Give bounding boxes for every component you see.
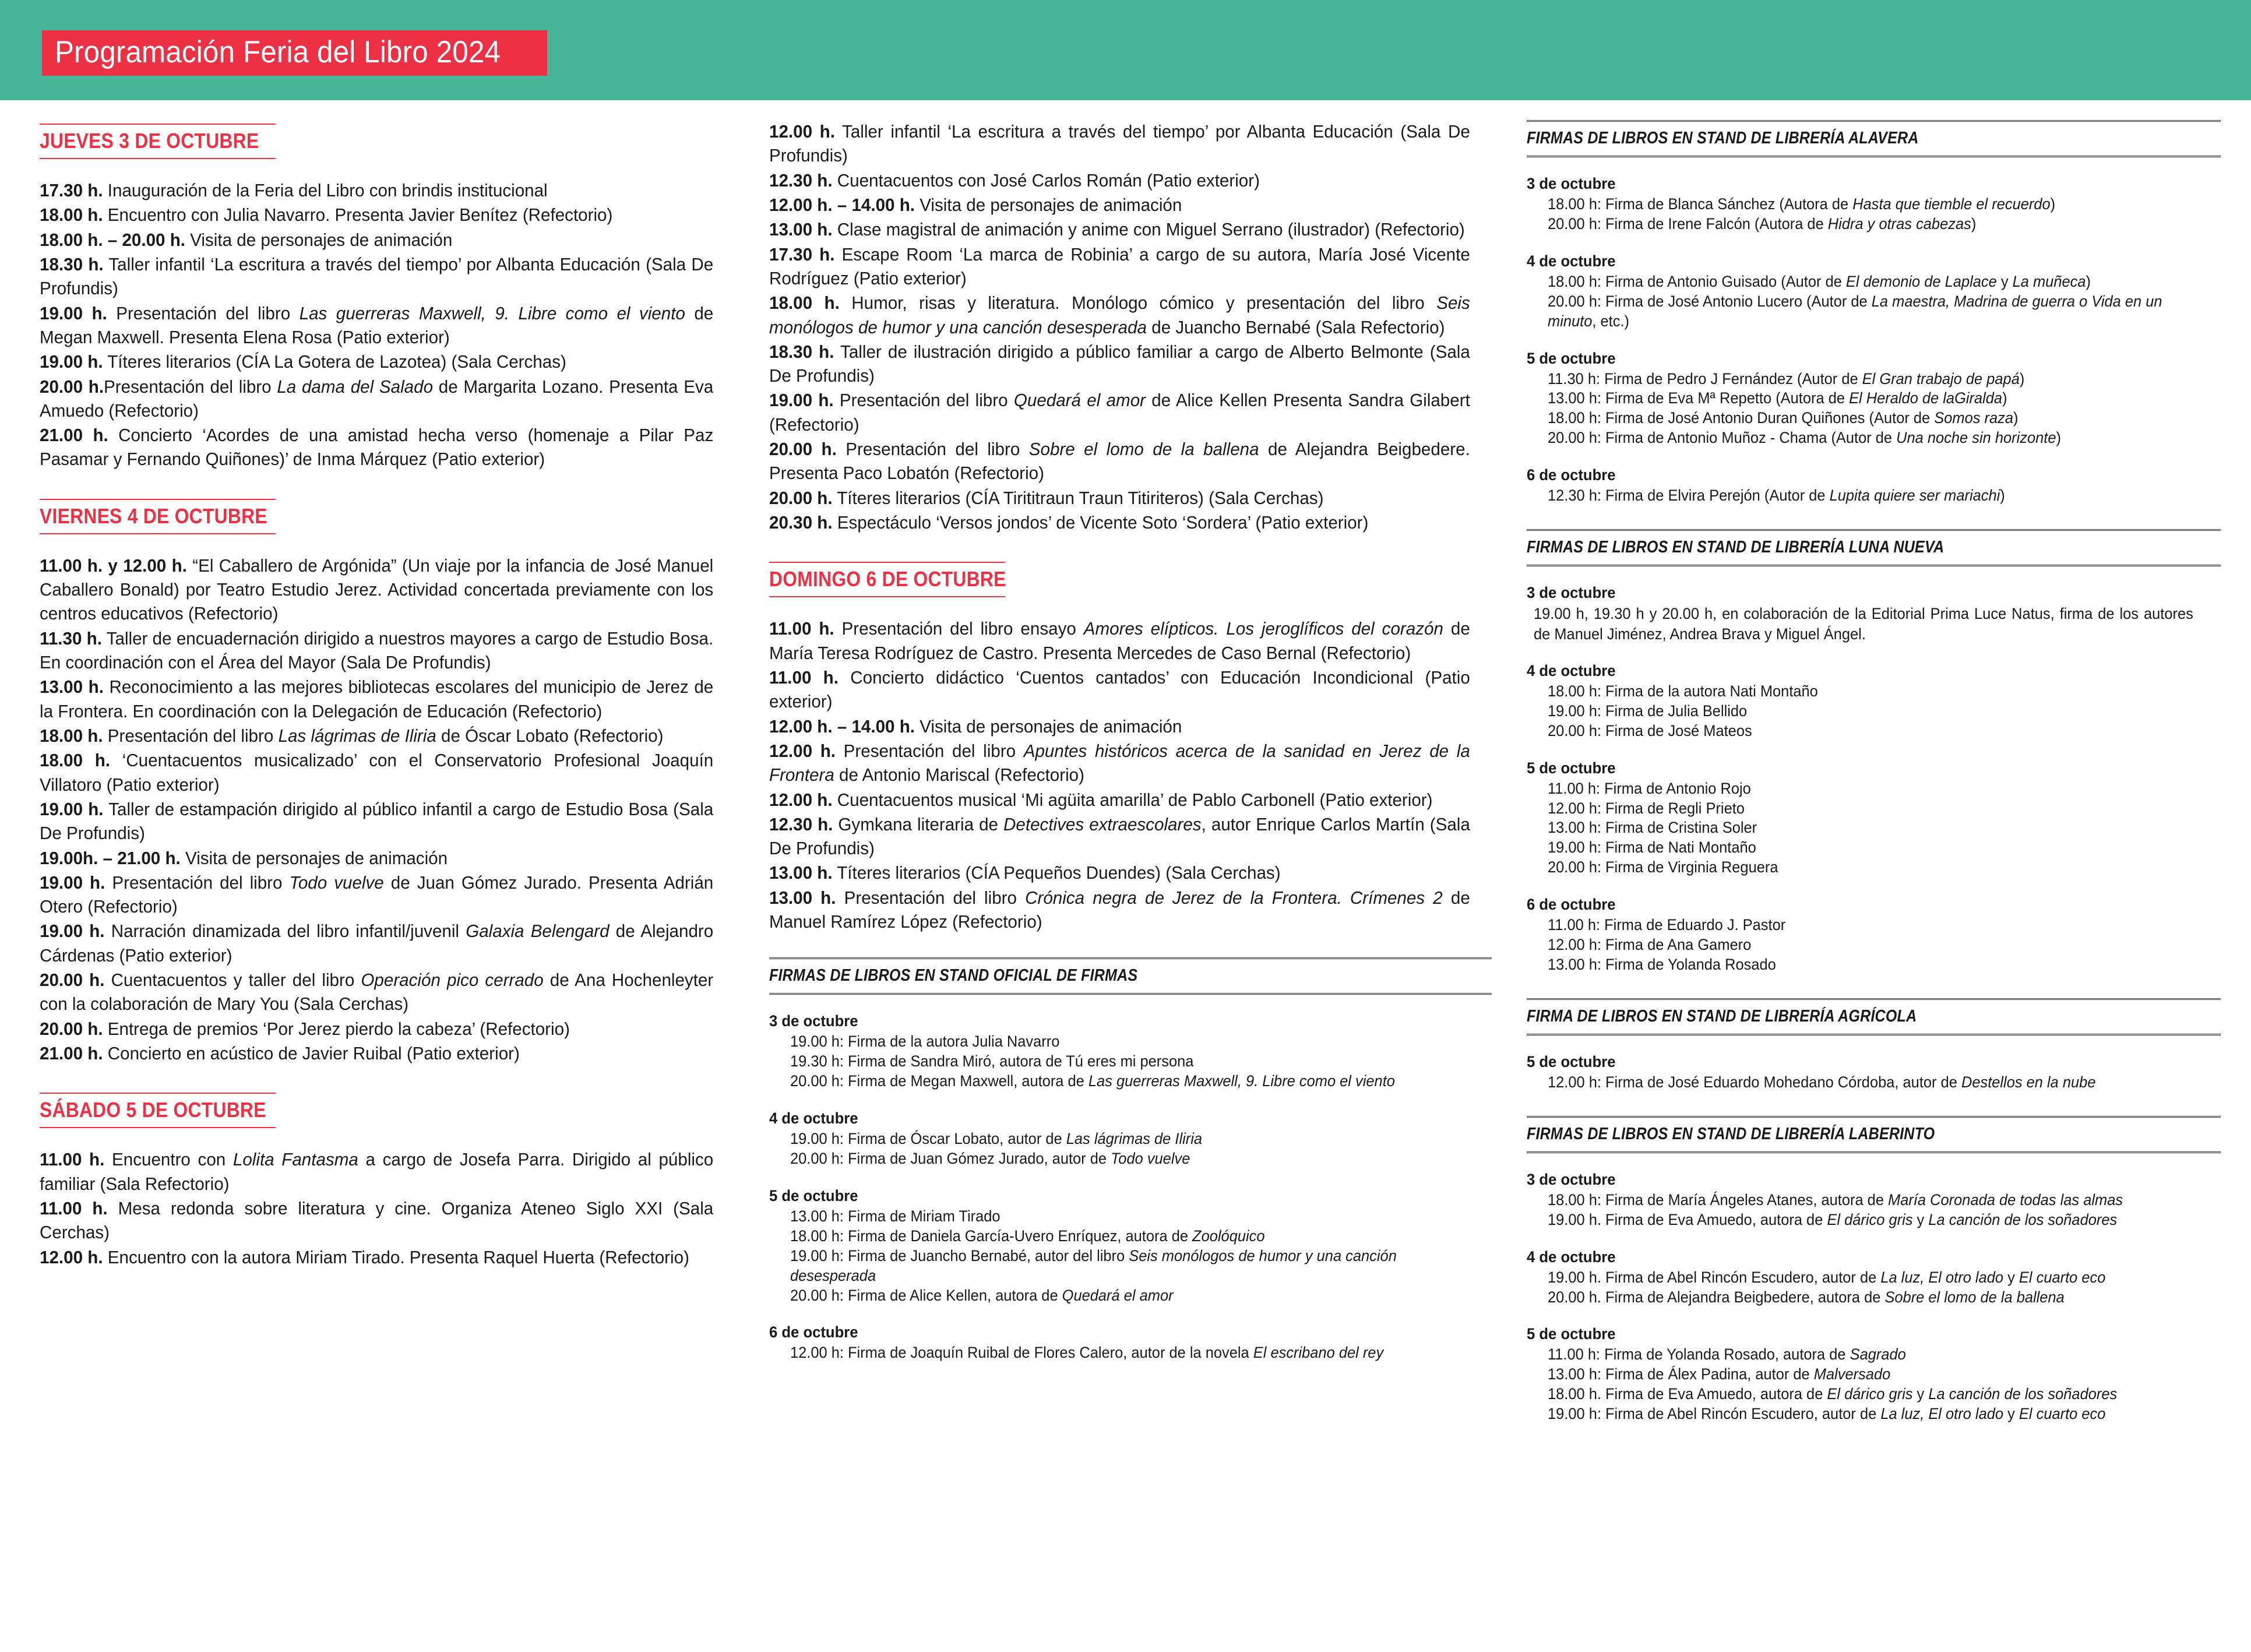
firma-item: 11.00 h: Firma de Antonio Rojo <box>1548 779 1751 797</box>
firma-item: 13.00 h: Firma de Cristina Soler <box>1548 819 1757 837</box>
section-heading-firmas-de-libros-en-stand-de-librer-a-alavera <box>1527 120 2221 157</box>
firma-item: 18.00 h: Firma de Blanca Sánchez (Autora de Hasta que tiemble el recuerdo) <box>1548 195 2056 213</box>
program-entry: 13.00 h. Títeres literarios (CÍA Pequeños Duendes) (Sala Cerchas) <box>769 863 1281 883</box>
program-entry: 11.00 h. Presentación del libro ensayo Amores elípticos. Los jeroglíficos del corazón de María Teresa Rodríguez de Castro. Presenta Mercedes de Caso Bernal (Refectorio) <box>769 619 1470 663</box>
firma-item: 18.00 h: Firma de Antonio Guisado (Autor de El demonio de Laplace y La muñeca) <box>1548 272 2091 290</box>
day-heading-viernes-4-de-octubre <box>40 499 308 534</box>
program-entry: 13.00 h. Presentación del libro Crónica negra de Jerez de la Frontera. Crímenes 2 de Manuel Ramírez López (Refectorio) <box>769 887 1470 932</box>
program-entry: 20.00 h. Entrega de premios ‘Por Jerez pierdo la cabeza’ (Refectorio) <box>40 1019 570 1039</box>
day-heading-domingo-6-de-octubre <box>769 562 1037 597</box>
program-entry: 11.00 h. Concierto didáctico ‘Cuentos cantados’ con Educación Incondicional (Patio exterior) <box>769 667 1470 712</box>
program-entry: 12.00 h. Taller infantil ‘La escritura a través del tiempo’ por Albanta Educación (Sala De Profundis) <box>769 122 1470 166</box>
program-entry: 19.00 h. Taller de estampación dirigido al público infantil a cargo de Estudio Bosa (Sala De Profundis) <box>40 799 714 844</box>
program-entry: 20.00 h. Cuentacuentos y taller del libro Operación pico cerrado de Ana Hochenleyter con la colaboración de Mary You (Sala Cerchas) <box>40 970 714 1015</box>
firma-item: 20.00 h: Firma de Megan Maxwell, autora de Las guerreras Maxwell, 9. Libre como el viento <box>790 1072 1395 1090</box>
firma-item: 20.00 h: Firma de José Mateos <box>1548 721 1752 739</box>
day-heading-label: DOMINGO 6 DE OCTUBRE <box>769 562 1005 597</box>
firma-item: 19.00 h: Firma de Juancho Bernabé, autor del libro Seis monólogos de humor y una canción desesperada <box>790 1246 1397 1284</box>
program-entry: 18.00 h. Humor, risas y literatura. Monólogo cómico y presentación del libro Seis monólogos de humor y una canción desesperada de Juancho Bernabé (Sala Refectorio) <box>769 293 1470 337</box>
firma-item: 20.00 h: Firma de Alice Kellen, autora de Quedará el amor <box>790 1286 1174 1304</box>
firma-date-6-de-octubre: 6 de octubre <box>1527 896 1616 914</box>
firma-date-4-de-octubre: 4 de octubre <box>769 1109 858 1128</box>
firma-item: 19.00 h: Firma de Óscar Lobato, autor de Las lágrimas de Iliria <box>790 1130 1203 1148</box>
firma-date-4-de-octubre: 4 de octubre <box>1527 661 1616 679</box>
firma-item: 18.00 h. Firma de Eva Amuedo, autora de El dárico gris y La canción de los soñadores <box>1548 1385 2118 1403</box>
program-entry: 11.00 h. Encuentro con Lolita Fantasma a cargo de Josefa Parra. Dirigido al público familiar (Sala Refectorio) <box>40 1150 714 1194</box>
section-heading-label: FIRMAS DE LIBROS EN STAND DE LIBRERÍA LABERINTO <box>1527 1124 1935 1143</box>
program-entry: 21.00 h. Concierto ‘Acordes de una amistad hecha verso (homenaje a Pilar Paz Pasamar y Fernando Quiñones)’ de Inma Márquez (Patio exterior) <box>40 425 714 470</box>
column-1 <box>0 100 769 1652</box>
firma-item: 12.00 h: Firma de José Eduardo Mohedano Córdoba, autor de Destellos en la nube <box>1548 1073 2096 1091</box>
program-entry: 17.30 h. Inauguración de la Feria del Libro con brindis institucional <box>40 181 548 200</box>
program-page <box>0 100 2251 1652</box>
program-entry: 19.00 h. Presentación del libro Todo vuelve de Juan Gómez Jurado. Presenta Adrián Otero (Refectorio) <box>40 872 714 917</box>
program-entry: 18.00 h. Encuentro con Julia Navarro. Presenta Javier Benítez (Refectorio) <box>40 205 613 226</box>
firma-date-6-de-octubre: 6 de octubre <box>1527 466 1616 484</box>
firma-item: 11.30 h: Firma de Pedro J Fernández (Autor de El Gran trabajo de papá) <box>1548 369 2025 388</box>
section-heading-firma-de-libros-en-stand-de-librer-a-agr-cola <box>1527 998 2221 1035</box>
page-title: Programación Feria del Libro 2024 <box>55 35 501 69</box>
firma-date-4-de-octubre: 4 de octubre <box>1527 252 1616 270</box>
firma-item: 19.00 h. Firma de Abel Rincón Escudero, autor de La luz, El otro lado y El cuarto eco <box>1548 1268 2106 1286</box>
day-heading-s-bado-5-de-octubre <box>40 1093 308 1128</box>
firma-date-5-de-octubre: 5 de octubre <box>1527 759 1616 777</box>
firma-date-3-de-octubre: 3 de octubre <box>1527 584 1616 602</box>
section-heading-label: FIRMA DE LIBROS EN STAND DE LIBRERÍA AGRÍCOLA <box>1527 1006 1917 1026</box>
firma-item: 12.00 h: Firma de Joaquín Ruibal de Flores Calero, autor de la novela El escribano del rey <box>790 1344 1384 1362</box>
program-entry: 13.00 h. Clase magistral de animación y anime con Miguel Serrano (ilustrador) (Refectorio) <box>769 220 1465 240</box>
firma-date-5-de-octubre: 5 de octubre <box>769 1186 858 1204</box>
firma-item: 20.00 h: Firma de Virginia Reguera <box>1548 858 1778 876</box>
section-heading-label: FIRMAS DE LIBROS EN STAND OFICIAL DE FIRMAS <box>769 966 1138 985</box>
firma-item: 11.00 h: Firma de Eduardo J. Pastor <box>1548 916 1786 934</box>
firma-date-6-de-octubre: 6 de octubre <box>769 1323 858 1341</box>
program-entry: 12.30 h. Gymkana literaria de Detectives extraescolares, autor Enrique Carlos Martín (Sala De Profundis) <box>769 814 1470 859</box>
program-entry: 18.00 h. – 20.00 h. Visita de personajes de animación <box>40 230 453 250</box>
firma-date-3-de-octubre: 3 de octubre <box>769 1012 858 1030</box>
firma-item: 20.00 h: Firma de Juan Gómez Jurado, autor de Todo vuelve <box>790 1150 1190 1167</box>
day-heading-jueves-3-de-octubre <box>40 124 308 159</box>
firma-item: 19.00 h: Firma de Nati Montaño <box>1548 839 1756 857</box>
program-entry: 11.30 h. Taller de encuadernación dirigido a nuestros mayores a cargo de Estudio Bosa. En coordinación con el Área del Mayor (Sala De Profundis) <box>40 628 714 672</box>
firma-item: 11.00 h: Firma de Yolanda Rosado, autora de Sagrado <box>1548 1345 1906 1364</box>
firma-item: 19.00 h: Firma de Abel Rincón Escudero, autor de La luz, El otro lado y El cuarto eco <box>1548 1405 2106 1423</box>
program-entry: 19.00h. – 21.00 h. Visita de personajes de animación <box>40 848 448 868</box>
firma-item: 13.00 h: Firma de Yolanda Rosado <box>1548 956 1776 973</box>
firma-date-5-de-octubre: 5 de octubre <box>1527 349 1616 367</box>
program-entry: 18.30 h. Taller infantil ‘La escritura a través del tiempo’ por Albanta Educación (Sala De Profundis) <box>40 254 714 299</box>
firma-item: 12.00 h: Firma de Ana Gamero <box>1548 936 1752 954</box>
firma-item: 20.00 h. Firma de Alejandra Beigbedere, autora de Sobre el lomo de la ballena <box>1548 1288 2065 1306</box>
firma-paragraph: 19.00 h, 19.30 h y 20.00 h, en colaboración de la Editorial Prima Luce Natus, firma de los autores de Manuel Jiménez, Andrea Brava y Miguel Ángel. <box>1534 605 2193 643</box>
program-entry: 11.00 h. y 12.00 h. “El Caballero de Argónida” (Un viaje por la infancia de José Manuel Caballero Bonald) por Teatro Estudio Jerez. Actividad concertada previamente con los centros educativos (Refectorio) <box>40 555 714 624</box>
firma-item: 18.00 h: Firma de Daniela García-Uvero Enríquez, autora de Zoolóquico <box>790 1227 1265 1245</box>
header-band <box>0 0 2251 100</box>
program-entry: 12.00 h. Presentación del libro Apuntes históricos acerca de la sanidad en Jerez de la Frontera de Antonio Mariscal (Refectorio) <box>769 741 1470 786</box>
program-entry: 11.00 h. Mesa redonda sobre literatura y cine. Organiza Ateneo Siglo XXI (Sala Cerchas) <box>40 1198 714 1243</box>
firma-item: 20.00 h: Firma de Antonio Muñoz - Chama (Autor de Una noche sin horizonte) <box>1548 429 2061 447</box>
program-entry: 12.00 h. – 14.00 h. Visita de personajes de animación <box>769 716 1182 737</box>
section-heading-firmas-de-libros-en-stand-de-librer-a-luna-nue <box>1527 529 2221 566</box>
firma-item: 18.00 h: Firma de María Ángeles Atanes, autora de María Coronada de todas las almas <box>1548 1190 2123 1209</box>
firma-item: 13.00 h: Firma de Eva Mª Repetto (Autora de El Heraldo de laGiralda) <box>1548 389 2007 407</box>
program-entry: 13.00 h. Reconocimiento a las mejores bibliotecas escolares del municipio de Jerez de la Frontera. En coordinación con la Delegación de Educación (Refectorio) <box>40 677 714 721</box>
program-entry: 20.00 h. Presentación del libro Sobre el lomo de la ballena de Alejandra Beigbedere. Presenta Paco Lobatón (Refectorio) <box>769 439 1470 484</box>
column-2 <box>769 100 1527 1652</box>
program-entry: 21.00 h. Concierto en acústico de Javier Ruibal (Patio exterior) <box>40 1044 520 1063</box>
firma-item: 13.00 h: Firma de Álex Padina, autor de Malversado <box>1548 1365 1891 1383</box>
firma-item: 19.00 h. Firma de Eva Amuedo, autora de El dárico gris y La canción de los soñadores <box>1548 1210 2118 1228</box>
day-heading-label: VIERNES 4 DE OCTUBRE <box>40 499 276 534</box>
section-heading-label: FIRMAS DE LIBROS EN STAND DE LIBRERÍA LUNA NUEVA <box>1527 538 1944 557</box>
program-entry: 20.30 h. Espectáculo ‘Versos jondos’ de Vicente Soto ‘Sordera’ (Patio exterior) <box>769 513 1369 533</box>
firma-item: 18.00 h: Firma de la autora Nati Montaño <box>1548 682 1818 700</box>
program-entry: 19.00 h. Presentación del libro Las guerreras Maxwell, 9. Libre como el viento de Megan Maxwell. Presenta Elena Rosa (Patio exterior) <box>40 303 714 347</box>
firma-item: 19.00 h: Firma de Julia Bellido <box>1548 702 1748 720</box>
day-heading-label: JUEVES 3 DE OCTUBRE <box>40 124 276 159</box>
program-entry: 20.00 h.Presentación del libro La dama del Salado de Margarita Lozano. Presenta Eva Amuedo (Refectorio) <box>40 376 714 421</box>
section-heading-firmas-de-libros-en-stand-oficial-de-firmas <box>769 957 1492 995</box>
firma-item: 19.30 h: Firma de Sandra Miró, autora de Tú eres mi persona <box>790 1052 1194 1070</box>
firma-date-3-de-octubre: 3 de octubre <box>1527 1170 1616 1188</box>
program-entry: 20.00 h. Títeres literarios (CÍA Tirititraun Traun Titiriteros) (Sala Cerchas) <box>769 488 1324 508</box>
program-entry: 18.00 h. ‘Cuentacuentos musicalizado’ con el Conservatorio Profesional Joaquín Villatoro (Patio exterior) <box>40 751 714 795</box>
program-entry: 12.30 h. Cuentacuentos con José Carlos Román (Patio exterior) <box>769 170 1260 191</box>
firma-item: 12.30 h: Firma de Elvira Perejón (Autor de Lupita quiere ser mariachi) <box>1548 487 2005 505</box>
program-entry: 12.00 h. Cuentacuentos musical ‘Mi agüita amarilla’ de Pablo Carbonell (Patio exterior) <box>769 790 1433 810</box>
firma-item: 13.00 h: Firma de Miriam Tirado <box>790 1207 1001 1225</box>
firma-date-5-de-octubre: 5 de octubre <box>1527 1052 1616 1070</box>
firma-date-5-de-octubre: 5 de octubre <box>1527 1325 1616 1343</box>
firma-date-4-de-octubre: 4 de octubre <box>1527 1248 1616 1266</box>
program-entry: 12.00 h. Encuentro con la autora Miriam Tirado. Presenta Raquel Huerta (Refectorio) <box>40 1247 689 1267</box>
program-entry: 17.30 h. Escape Room ‘La marca de Robinia’ a cargo de su autora, María José Vicente Rodríguez (Patio exterior) <box>769 244 1470 288</box>
program-entry: 12.00 h. – 14.00 h. Visita de personajes de animación <box>769 195 1182 215</box>
day-heading-label: SÁBADO 5 DE OCTUBRE <box>40 1093 276 1128</box>
firma-item: 20.00 h: Firma de José Antonio Lucero (Autor de La maestra, Madrina de guerra o Vida en un minuto, etc.) <box>1548 292 2162 330</box>
section-heading-firmas-de-libros-en-stand-de-librer-a-laberint <box>1527 1116 2221 1153</box>
firma-item: 20.00 h: Firma de Irene Falcón (Autora de Hidra y otras cabezas) <box>1548 214 1977 233</box>
firma-item: 12.00 h: Firma de Regli Prieto <box>1548 799 1745 817</box>
column-3 <box>1527 100 2251 1652</box>
section-heading-label: FIRMAS DE LIBROS EN STAND DE LIBRERÍA ALAVERA <box>1527 129 1919 147</box>
program-entry: 18.30 h. Taller de ilustración dirigido a público familiar a cargo de Alberto Belmonte (Sala De Profundis) <box>769 341 1470 386</box>
firma-item: 18.00 h: Firma de José Antonio Duran Quiñones (Autor de Somos raza) <box>1548 409 2018 427</box>
program-entry: 18.00 h. Presentación del libro Las lágrimas de Iliria de Óscar Lobato (Refectorio) <box>40 725 664 746</box>
program-entry: 19.00 h. Presentación del libro Quedará el amor de Alice Kellen Presenta Sandra Gilabert (Refectorio) <box>769 390 1470 435</box>
firma-item: 19.00 h: Firma de la autora Julia Navarro <box>790 1033 1060 1051</box>
program-entry: 19.00 h. Títeres literarios (CÍA La Gotera de Lazotea) (Sala Cerchas) <box>40 352 566 372</box>
firma-date-3-de-octubre: 3 de octubre <box>1527 175 1616 192</box>
page-title-box <box>42 30 547 76</box>
program-entry: 19.00 h. Narración dinamizada del libro infantil/juvenil Galaxia Belengard de Alejandro Cárdenas (Patio exterior) <box>40 921 714 966</box>
